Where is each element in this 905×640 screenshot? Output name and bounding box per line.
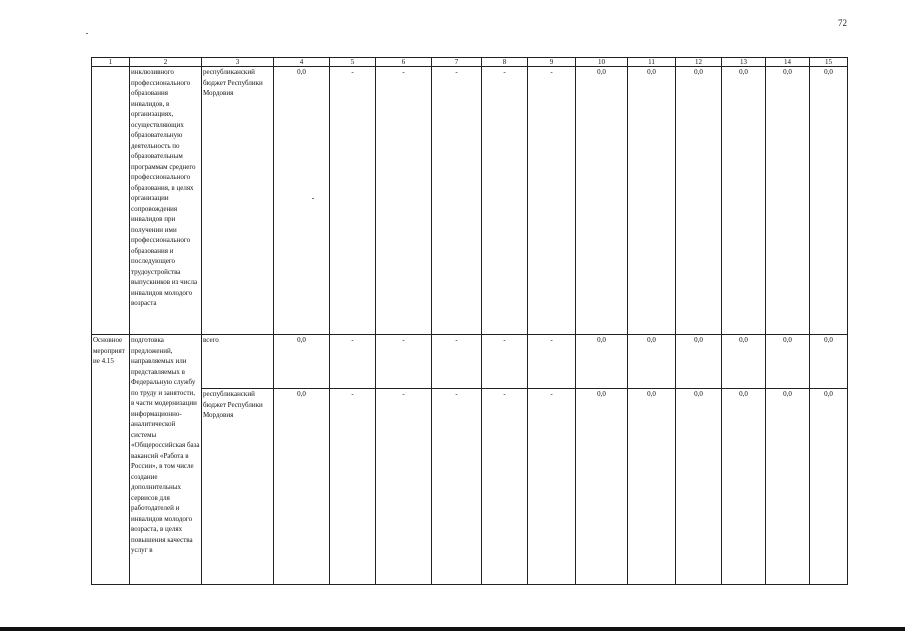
value-cell: -: [376, 389, 432, 585]
value-cell: -: [528, 67, 576, 335]
column-header: 13: [722, 58, 766, 67]
value-cell: 0,0: [274, 335, 330, 389]
column-header: 12: [676, 58, 722, 67]
column-header: 14: [766, 58, 810, 67]
value-cell: 0,0: [576, 389, 628, 585]
value-cell: 0,0: [628, 389, 676, 585]
value-cell: -: [482, 389, 528, 585]
value-cell: 0,0: [274, 67, 330, 335]
event-description: инклюзивного профессионального образования инвалидов, в организациях, осуществляющих образовательную деятельность по образовательным программам среднего профессионального образования, в целях организации сопровождения инвалидов при получении ими профессионального образования и последующего трудоустройства выпускников из числа инвалидов молодого возраста: [130, 67, 202, 335]
column-header: 9: [528, 58, 576, 67]
value-cell: -: [432, 67, 482, 335]
value-cell: 0,0: [676, 335, 722, 389]
column-header: 10: [576, 58, 628, 67]
table-row: [92, 389, 848, 585]
column-header: 3: [202, 58, 274, 67]
scan-edge-bar: [0, 627, 905, 631]
value-cell: 0,0: [274, 389, 330, 585]
column-header: 5: [330, 58, 376, 67]
table-row: [92, 67, 848, 335]
column-header: 11: [628, 58, 676, 67]
event-description: подготовка предложений, направляемых или представляемых в Федеральную службу по труду и занятости, в части модернизации информационно-аналитической системы «Общероссийская база вакансий «Работа в России», в том числе создание дополнительных сервисов для работодателей и инвалидов молодого возраста, в целях повышения качества услуг в: [130, 335, 202, 585]
value-cell: -: [330, 335, 376, 389]
value-cell: 0,0: [676, 67, 722, 335]
column-header: 7: [432, 58, 482, 67]
value-cell: 0,0: [628, 335, 676, 389]
event-number: Основное мероприятие 4.15: [92, 335, 130, 585]
column-header: 8: [482, 58, 528, 67]
scan-speck: [86, 33, 88, 34]
table-row: [92, 335, 848, 389]
column-header: 1: [92, 58, 130, 67]
value-cell: 0,0: [766, 67, 810, 335]
value-cell: -: [432, 335, 482, 389]
value-cell: -: [528, 389, 576, 585]
value-cell: 0,0: [722, 67, 766, 335]
value-cell: 0,0: [676, 389, 722, 585]
funding-source: республиканский бюджет Республики Мордовия: [202, 389, 274, 585]
column-header: 15: [810, 58, 848, 67]
value-cell: 0,0: [810, 335, 848, 389]
value-cell: 0,0: [810, 67, 848, 335]
value-cell: 0,0: [810, 389, 848, 585]
column-number-row: [92, 58, 848, 67]
value-cell: -: [330, 389, 376, 585]
value-cell: -: [432, 389, 482, 585]
value-cell: 0,0: [576, 67, 628, 335]
value-cell: -: [376, 335, 432, 389]
value-cell: 0,0: [722, 389, 766, 585]
value-cell: -: [528, 335, 576, 389]
column-header: 2: [130, 58, 202, 67]
budget-table: [91, 57, 848, 585]
value-cell: 0,0: [628, 67, 676, 335]
value-cell: -: [482, 335, 528, 389]
value-cell: -: [330, 67, 376, 335]
column-header: 4: [274, 58, 330, 67]
column-header: 6: [376, 58, 432, 67]
value-cell: -: [482, 67, 528, 335]
funding-source: всего: [202, 335, 274, 389]
page-number: 72: [838, 18, 847, 28]
value-cell: 0,0: [766, 335, 810, 389]
value-cell: 0,0: [766, 389, 810, 585]
value-cell: 0,0: [722, 335, 766, 389]
value-cell: -: [376, 67, 432, 335]
funding-source: республиканский бюджет Республики Мордовия: [202, 67, 274, 335]
value-cell: 0,0: [576, 335, 628, 389]
event-cell: [92, 67, 130, 335]
